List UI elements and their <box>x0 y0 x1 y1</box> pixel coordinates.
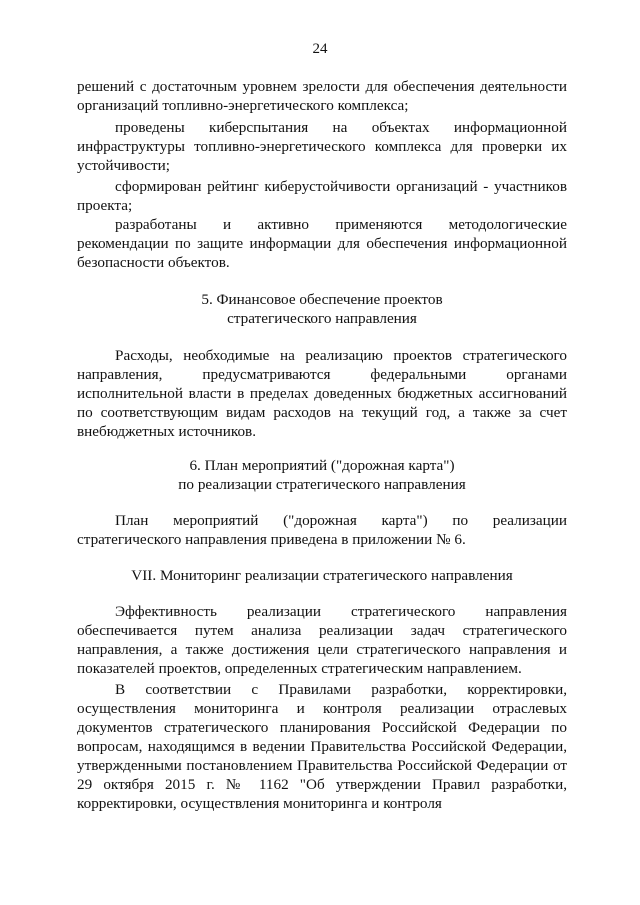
paragraph-rules: В соответствии с Правилами разработки, корректировки, осуществления мониторинга и контроля реализации отраслевых документов стратегического планирования Российской Федерации по вопросам, находящимся в ведении Правительства Российской Федерации, утвержденными постановлением Правительства Российской Федерации от 29 октября 2015 г. № 1162 "Об утверждении Правил разработки, корректировки, осуществления мониторинга и контроля <box>77 681 567 812</box>
section-6-heading-line-1: 6. План мероприятий ("дорожная карта") <box>189 457 455 474</box>
section-7-heading: VII. Мониторинг реализации стратегического направления <box>131 567 513 584</box>
paragraph-roadmap: План мероприятий ("дорожная карта") по реализации стратегического направления приведена в приложении № 6. <box>77 512 567 548</box>
paragraph-financing: Расходы, необходимые на реализацию проектов стратегического направления, предусматриваются федеральными органами исполнительной власти в пределах доведенных бюджетных ассигнований по соответствующим видам расходов на текущий год, а также за счет внебюджетных источников. <box>77 347 567 440</box>
section-5-heading-line-2: стратегического направления <box>227 310 417 327</box>
paragraph-continuation: решений с достаточным уровнем зрелости для обеспечения деятельности организаций топливно-энергетического комплекса; <box>77 78 567 114</box>
paragraph-cyber-tests: проведены киберспытания на объектах информационной инфраструктуры топливно-энергетического комплекса для проверки их устойчивости; <box>77 119 567 174</box>
paragraph-rating: сформирован рейтинг киберустойчивости организаций - участников проекта; <box>77 178 567 214</box>
page-number: 24 <box>312 41 328 57</box>
paragraph-efficiency: Эффективность реализации стратегического направления обеспечивается путем анализа реализации задач стратегического направления, а также достижения цели стратегического направления и показателей проектов, определенных стратегическим направлением. <box>77 603 567 677</box>
section-6-heading-line-2: по реализации стратегического направления <box>178 476 466 493</box>
paragraph-recommendations: разработаны и активно применяются методологические рекомендации по защите информации для обеспечения информационной безопасности объектов. <box>77 216 567 271</box>
section-5-heading-line-1: 5. Финансовое обеспечение проектов <box>201 291 443 308</box>
